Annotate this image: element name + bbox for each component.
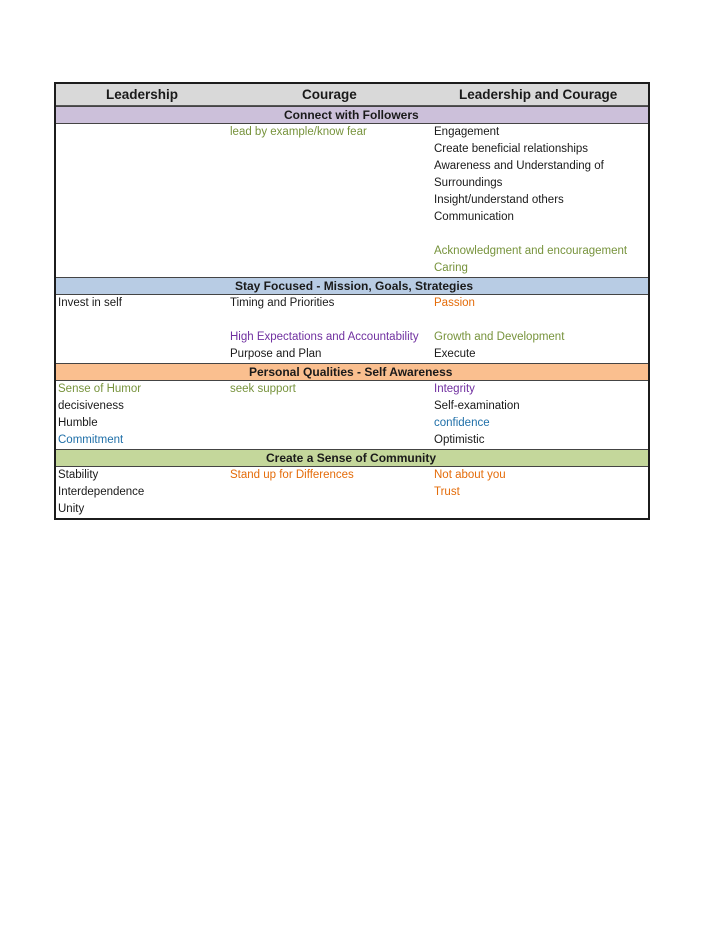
table-row [56, 501, 648, 518]
cell-text: Caring [434, 262, 468, 274]
cell-text: Timing and Priorities [230, 297, 335, 309]
table-row [56, 415, 648, 432]
cell-text: decisiveness [58, 400, 124, 412]
section-band [56, 363, 648, 381]
section-band [56, 277, 648, 295]
cell-text: Acknowledgment and encouragement [434, 245, 628, 257]
cell-text: Insight/understand others [434, 194, 564, 206]
table-row [56, 141, 648, 158]
table-row [56, 467, 648, 484]
cell-text: Not about you [434, 469, 506, 481]
table-row [56, 175, 648, 192]
table-body [56, 106, 648, 518]
header-leadership: Leadership [106, 87, 179, 102]
leadership-courage-table [54, 82, 650, 520]
cell-text: Purpose and Plan [230, 348, 322, 360]
section-title: Stay Focused - Mission, Goals, Strategies [235, 279, 474, 293]
cell-text: Integrity [434, 383, 475, 395]
cell-text: Create beneficial relationships [434, 143, 589, 155]
cell-text: Passion [434, 297, 475, 309]
section-band [56, 449, 648, 467]
section-band [56, 106, 648, 124]
table-row [56, 295, 648, 312]
cell-text: Humble [58, 417, 98, 429]
cell-text: Communication [434, 211, 514, 223]
cell-text: High Expectations and Accountability [230, 331, 419, 343]
table-row [56, 192, 648, 209]
cell-text: Commitment [58, 434, 124, 446]
table-row [56, 346, 648, 363]
table-row [56, 209, 648, 226]
cell-text: seek support [230, 383, 296, 395]
cell-text: lead by example/know fear [230, 126, 367, 138]
table-row [56, 432, 648, 449]
table-row [56, 312, 648, 329]
cell-text: Awareness and Understanding of [434, 160, 604, 172]
section-title: Personal Qualities - Self Awareness [249, 365, 453, 379]
table-row [56, 484, 648, 501]
cell-text: Stand up for Differences [230, 469, 354, 481]
table-row [56, 124, 648, 141]
cell-text: Unity [58, 503, 85, 515]
cell-text: Optimistic [434, 434, 485, 446]
cell-text: Surroundings [434, 177, 503, 189]
table-row [56, 226, 648, 243]
header-leadership-and-courage: Leadership and Courage [459, 87, 618, 102]
table-row [56, 243, 648, 260]
section-title: Create a Sense of Community [266, 451, 437, 465]
table-row [56, 329, 648, 346]
section-title: Connect with Followers [284, 108, 419, 122]
cell-text: Trust [434, 486, 460, 498]
table-row [56, 398, 648, 415]
header-courage: Courage [302, 87, 357, 102]
table-row [56, 260, 648, 277]
table-row [56, 381, 648, 398]
cell-text: Sense of Humor [58, 383, 142, 395]
header-row [56, 84, 648, 106]
cell-text: Stability [58, 469, 99, 481]
cell-text: Invest in self [58, 297, 122, 309]
cell-text: Growth and Development [434, 331, 565, 343]
cell-text: Self-examination [434, 400, 520, 412]
table-row [56, 158, 648, 175]
cell-text: Interdependence [58, 486, 145, 498]
cell-text: Execute [434, 348, 476, 360]
cell-text: Engagement [434, 126, 500, 138]
cell-text: confidence [434, 417, 490, 429]
